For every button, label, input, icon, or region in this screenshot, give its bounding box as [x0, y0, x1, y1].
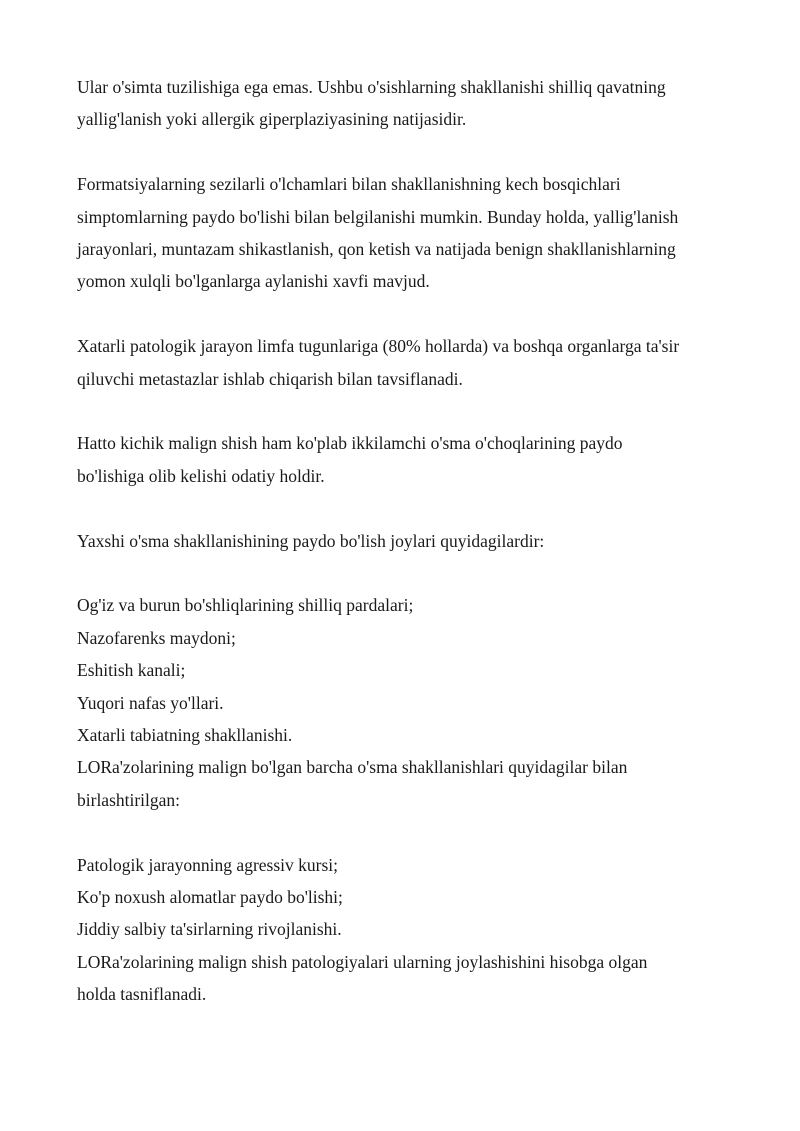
paragraph-5 — [77, 525, 737, 557]
text-line: simptomlarning paydo bo'lishi bilan belgilanishi mumkin. Bunday holda, yallig'lanish — [77, 206, 679, 227]
list-item: Nazofarenks maydoni; — [77, 627, 236, 648]
text-line: qiluvchi metastazlar ishlab chiqarish bilan tavsiflanadi. — [77, 368, 463, 389]
feature-list — [77, 849, 737, 1011]
text-line: Ular o'simta tuzilishiga ega emas. Ushbu o'sishlarning shakllanishi shilliq qavatning — [77, 77, 666, 97]
document-body — [77, 71, 737, 1011]
text-line: Formatsiyalarning sezilarli o'lchamlari bilan shakllanishning kech bosqichlari — [77, 174, 621, 195]
paragraph-1 — [77, 71, 737, 136]
list-item: Jiddiy salbiy ta'sirlarning rivojlanishi. — [77, 919, 342, 940]
text-line: bo'lishiga olib kelishi odatiy holdir. — [77, 465, 325, 486]
list-item: Xatarli tabiatning shakllanishi. — [77, 725, 293, 746]
text-line: LORa'zolarining malign bo'lgan barcha o'sma shakllanishlari quyidagilar bilan — [77, 757, 628, 778]
location-list — [77, 589, 737, 751]
text-line: Xatarli patologik jarayon limfa tugunlariga (80% hollarda) va boshqa organlarga ta'sir — [77, 336, 680, 357]
text-line: Hatto kichik malign shish ham ko'plab ikkilamchi o'sma o'choqlarining paydo — [77, 433, 623, 454]
paragraph-2 — [77, 168, 737, 298]
list-item: Ko'p noxush alomatlar paydo bo'lishi; — [77, 887, 343, 908]
paragraph-3 — [77, 330, 737, 395]
list-item: Og'iz va burun bo'shliqlarining shilliq pardalari; — [77, 595, 414, 616]
text-line: yallig'lanish yoki allergik giperplaziyasining natijasidir. — [77, 109, 467, 130]
paragraph-6 — [77, 751, 737, 816]
text-line: jarayonlari, muntazam shikastlanish, qon ketish va natijada benign shakllanishlarning — [77, 239, 676, 260]
paragraph-4 — [77, 427, 737, 492]
list-item: holda tasniflanadi. — [77, 984, 207, 1005]
list-item: Patologik jarayonning agressiv kursi; — [77, 854, 339, 875]
text-line: yomon xulqli bo'lganlarga aylanishi xavfi mavjud. — [77, 271, 430, 292]
text-line: birlashtirilgan: — [77, 789, 181, 810]
list-item: LORa'zolarining malign shish patologiyalari ularning joylashishini hisobga olgan — [77, 951, 648, 972]
text-line: Yaxshi o'sma shakllanishining paydo bo'lish joylari quyidagilardir: — [77, 530, 545, 551]
list-item: Yuqori nafas yo'llari. — [77, 692, 224, 713]
list-item: Eshitish kanali; — [77, 660, 186, 681]
